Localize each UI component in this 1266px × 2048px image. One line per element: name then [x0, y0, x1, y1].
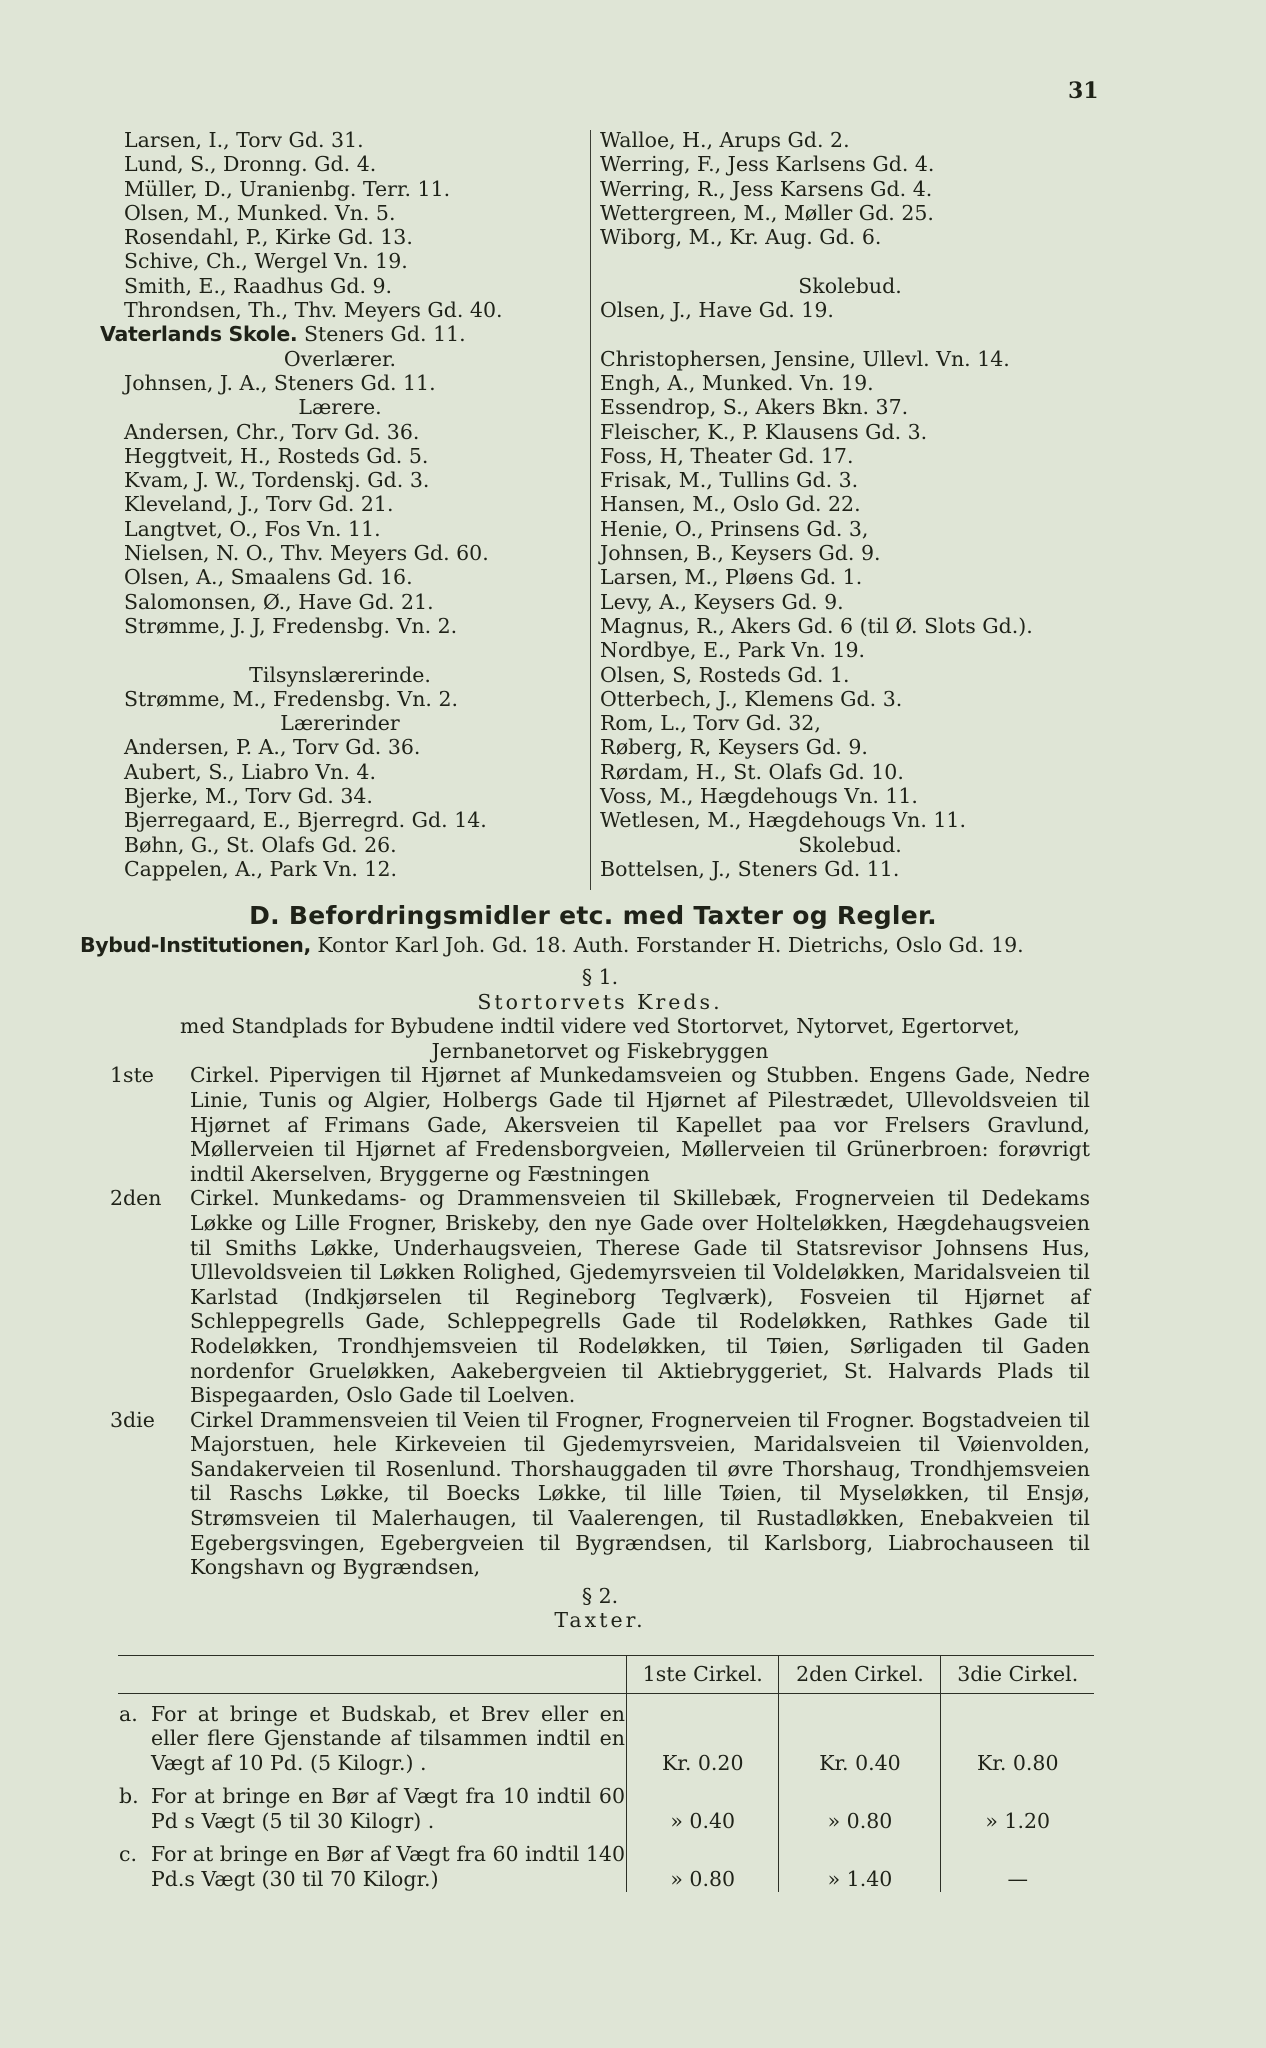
directory-entry: Heggtveit, H., Rosteds Gd. 5.	[124, 443, 429, 468]
directory-entry: Kleveland, J., Torv Gd. 21.	[124, 492, 394, 517]
regulations-body	[110, 965, 1090, 1633]
directory-entry: Engh, A., Munked. Vn. 19.	[600, 370, 874, 395]
directory-entry: Larsen, M., Pløens Gd. 1.	[600, 565, 863, 590]
tax-value-circle-3: Kr. 0.80	[941, 1693, 1094, 1776]
directory-entry: Røberg, R, Keysers Gd. 9.	[600, 735, 868, 760]
directory-entry: Olsen, M., Munked. Vn. 5.	[124, 200, 396, 225]
paragraph-1-heading: § 1.	[581, 965, 619, 989]
directory-entry: Strømme, M., Fredensbg. Vn. 2.	[124, 686, 459, 711]
directory-entry: Wettergreen, M., Møller Gd. 25.	[600, 200, 934, 225]
tax-row	[118, 1776, 1094, 1834]
institution-line	[80, 933, 1100, 957]
circle-description: Cirkel. Pipervigen til Hjørnet af Munkedamsveien og Stubben. Engens Gade, Nedre Linie, Tunis og Algier, Holbergs Gade til Hjørnet af Pilestrædet, Ullevoldsveien til Hjørnet af Frimans Gade, Akersveien til Kapellet paa vor Frelsers Gravlund, Møllerveien til Hjørnet af Fredensborgveien, Møllerveien til Grünerbroen: forøvrigt indtil Akerselven, Bryggerne og Fæstningen	[190, 1063, 1090, 1186]
directory-entry: Wiborg, M., Kr. Aug. Gd. 6.	[600, 225, 882, 250]
circle-list	[110, 1063, 1090, 1579]
spacer	[100, 638, 580, 662]
directory-entry: Henie, O., Prinsens Gd. 3,	[600, 516, 869, 541]
section-label: Skolebud.	[798, 832, 902, 857]
directory-entry: Aubert, S., Liabro Vn. 4.	[124, 759, 376, 784]
institution-name: Bybud-Institutionen,	[80, 933, 311, 957]
directory-entry: Rom, L., Torv Gd. 32,	[600, 711, 821, 736]
directory-entry: Bottelsen, J., Steners Gd. 11.	[600, 856, 900, 881]
circle-entry	[110, 1186, 1090, 1407]
directory-entry: Throndsen, Th., Thv. Meyers Gd. 40.	[124, 298, 503, 323]
directory-entry: Olsen, S, Rosteds Gd. 1.	[600, 662, 850, 687]
tax-row-text: For at bringe en Bør af Vægt fra 10 indtil 60 Pd s Vægt (5 til 30 Kilogr) .	[151, 1784, 625, 1833]
tax-row-text: For at bringe et Budskab, et Brev eller en eller flere Gjenstande af tilsammen indtil en Vægt af 10 Pd. (5 Kilogr.) .	[151, 1701, 625, 1775]
section-label: Lærere.	[298, 395, 382, 420]
directory-entry: Johnsen, J. A., Steners Gd. 11.	[124, 370, 436, 395]
circle-label: 3die	[110, 1407, 155, 1432]
directory-entry: Müller, D., Uranienbg. Terr. 11.	[124, 176, 451, 201]
tax-value-circle-1: » 0.40	[627, 1776, 779, 1834]
tax-row-description	[118, 1776, 627, 1834]
tax-header-circle-2: 2den Cirkel.	[779, 1656, 941, 1694]
tax-row-text: For at bringe en Bør af Vægt fra 60 indtil 140 Pd.s Vægt (30 til 70 Kilogr.)	[151, 1842, 625, 1891]
directory-entry: Fleischer, K., P. Klausens Gd. 3.	[600, 419, 928, 444]
tax-row-letter: b.	[119, 1784, 139, 1808]
directory-entry: Werring, R., Jess Karsens Gd. 4.	[600, 176, 933, 201]
circle-label: 2den	[110, 1186, 162, 1211]
tax-header-circle-3: 3die Cirkel.	[941, 1656, 1094, 1694]
tax-row	[118, 1834, 1094, 1892]
tax-value-circle-2: Kr. 0.40	[779, 1693, 941, 1776]
tax-header-desc	[118, 1656, 627, 1694]
tax-value-circle-2: » 0.80	[779, 1776, 941, 1834]
directory-entry: Nordbye, E., Park Vn. 19.	[600, 638, 866, 663]
standplads-line-1: med Standplads for Bybudene indtil videre ved Stortorvet, Nytorvet, Egertorvet,	[180, 1014, 1020, 1039]
taxter-title: Taxter.	[554, 1608, 646, 1633]
school-name: Vaterlands Skole.	[100, 322, 298, 347]
tax-value-circle-1: Kr. 0.20	[627, 1693, 779, 1776]
tax-value-circle-3: —	[941, 1834, 1094, 1892]
section-label: Skolebud.	[798, 273, 902, 298]
directory-entry: Andersen, Chr., Torv Gd. 36.	[124, 419, 420, 444]
directory-entry: Christophersen, Jensine, Ullevl. Vn. 14.	[600, 346, 1010, 371]
directory-entry: Andersen, P. A., Torv Gd. 36.	[124, 735, 421, 760]
spacer	[600, 249, 1100, 273]
directory-entry: Essendrop, S., Akers Bkn. 37.	[600, 395, 909, 420]
page-number: 31	[1068, 78, 1099, 104]
right-column	[600, 128, 1100, 881]
spacer	[600, 322, 1100, 346]
directory-entry: Smith, E., Raadhus Gd. 9.	[124, 273, 393, 298]
directory-entry: Wetlesen, M., Hægdehougs Vn. 11.	[600, 808, 966, 833]
tax-row-description	[118, 1834, 627, 1892]
section-label: Tilsynslærerinde.	[249, 662, 431, 687]
directory-entry: Langtvet, O., Fos Vn. 11.	[124, 516, 381, 541]
tax-table-header-row	[118, 1656, 1094, 1694]
kreds-title: Stortorvets Kreds.	[477, 989, 723, 1014]
column-divider	[590, 130, 591, 890]
left-column	[100, 128, 580, 881]
tax-row-letter: c.	[119, 1842, 137, 1866]
directory-entry: Schive, Ch., Wergel Vn. 19.	[124, 249, 408, 274]
circle-entry	[110, 1408, 1090, 1580]
school-heading	[100, 322, 580, 346]
section-label: Overlærer.	[283, 346, 397, 371]
tax-row-desc-wrap	[119, 1842, 625, 1891]
directory-entry: Otterbech, J., Klemens Gd. 3.	[600, 686, 903, 711]
directory-entry: Levy, A., Keysers Gd. 9.	[600, 589, 844, 614]
directory-entry: Johnsen, B., Keysers Gd. 9.	[600, 541, 881, 566]
tax-row-desc-wrap	[119, 1784, 625, 1833]
directory-entry: Frisak, M., Tullins Gd. 3.	[600, 468, 859, 493]
circle-description: Cirkel. Munkedams- og Drammensveien til Skillebæk, Frognerveien til Dedekams Løkke og Lille Frogner, Briskeby, den nye Gade over Holteløkken, Hægdehaugsveien til Smiths Løkke, Underhaugsveien, Therese Gade til Statsrevisor Johnsens Hus, Ullevoldsveien til Løkken Rolighed, Gjedemyrsveien til Voldeløkken, Maridalsveien til Karlstad (Indkjørselen til Regineborg Teglværk), Fosveien til Hjørnet af Schleppegrells Gade, Schleppegrells Gade til Rodeløkken, Rathkes Gade til Rodeløkken, Trondhjemsveien til Rodeløkken, til Tøien, Sørligaden til Gaden nordenfor Grueløkken, Aakebergveien til Aktiebryggeriet, St. Halvards Plads til Bispegaarden, Oslo Gade til Loelven.	[190, 1186, 1090, 1408]
institution-details: Kontor Karl Joh. Gd. 18. Auth. Forstander H. Dietrichs, Oslo Gd. 19.	[317, 933, 1024, 957]
directory-entry: Larsen, I., Torv Gd. 31.	[124, 128, 364, 152]
tax-row	[118, 1693, 1094, 1776]
tax-header-circle-1: 1ste Cirkel.	[627, 1656, 779, 1694]
directory-entry: Hansen, M., Oslo Gd. 22.	[600, 492, 861, 517]
tax-table	[118, 1655, 1094, 1892]
tax-row-description	[118, 1693, 627, 1776]
tax-row-desc-wrap	[119, 1702, 625, 1776]
directory-entry: Olsen, J., Have Gd. 19.	[600, 298, 834, 323]
directory-entry: Bjerke, M., Torv Gd. 34.	[124, 784, 373, 809]
directory-entry: Nielsen, N. O., Thv. Meyers Gd. 60.	[124, 541, 489, 566]
tax-value-circle-2: » 1.40	[779, 1834, 941, 1892]
directory-entry: Strømme, J. J, Fredensbg. Vn. 2.	[124, 613, 458, 638]
paragraph-2-heading: § 2.	[581, 1583, 619, 1608]
circle-entry	[110, 1063, 1090, 1186]
directory-entry: Salomonsen, Ø., Have Gd. 21.	[124, 589, 434, 614]
directory-entry: Kvam, J. W., Tordenskj. Gd. 3.	[124, 468, 430, 493]
directory-entry: Bjerregaard, E., Bjerregrd. Gd. 14.	[124, 808, 487, 833]
directory-entry: Foss, H, Theater Gd. 17.	[600, 443, 854, 468]
section-label: Lærerinder	[280, 711, 400, 736]
circle-label: 1ste	[110, 1063, 154, 1088]
directory-entry: Bøhn, G., St. Olafs Gd. 26.	[124, 832, 397, 857]
directory-entry: Lund, S., Dronng. Gd. 4.	[124, 152, 377, 177]
directory-entry: Walloe, H., Arups Gd. 2.	[600, 128, 850, 152]
directory-entry: Rørdam, H., St. Olafs Gd. 10.	[600, 759, 904, 784]
directory-entry: Cappelen, A., Park Vn. 12.	[124, 856, 398, 881]
directory-entry: Olsen, A., Smaalens Gd. 16.	[124, 565, 413, 590]
directory-entry: Werring, F., Jess Karlsens Gd. 4.	[600, 152, 935, 177]
tax-row-letter: a.	[119, 1701, 138, 1726]
section-heading: D. Befordringsmidler etc. med Taxter og Regler.	[249, 901, 937, 930]
standplads-line-2: Jernbanetorvet og Fiskebryggen	[431, 1038, 769, 1063]
circle-description: Cirkel Drammensveien til Veien til Frogner, Frognerveien til Frogner. Bogstadveien til Majorstuen, hele Kirkeveien til Gjedemyrsveien, Maridalsveien til Vøienvolden, Sandakerveien til Rosenlund. Thorshauggaden til øvre Thorshaug, Trondhjemsveien til Raschs Løkke, til Boecks Løkke, til lille Tøien, til Myseløkken, til Ensjø, Strømsveien til Malerhaugen, til Vaalerengen, til Rustadløkken, Enebakveien til Egebergsvingen, Egebergveien til Bygrændsen, til Karlsborg, Liabrochauseen til Kongshavn og Bygrændsen,	[190, 1407, 1090, 1580]
school-address: Steners Gd. 11.	[303, 322, 466, 347]
directory-entry: Rosendahl, P., Kirke Gd. 13.	[124, 225, 413, 250]
tax-value-circle-3: » 1.20	[941, 1776, 1094, 1834]
directory-entry: Voss, M., Hægdehougs Vn. 11.	[600, 784, 918, 809]
tax-value-circle-1: » 0.80	[627, 1834, 779, 1892]
directory-entry: Magnus, R., Akers Gd. 6 (til Ø. Slots Gd.).	[600, 613, 1033, 638]
